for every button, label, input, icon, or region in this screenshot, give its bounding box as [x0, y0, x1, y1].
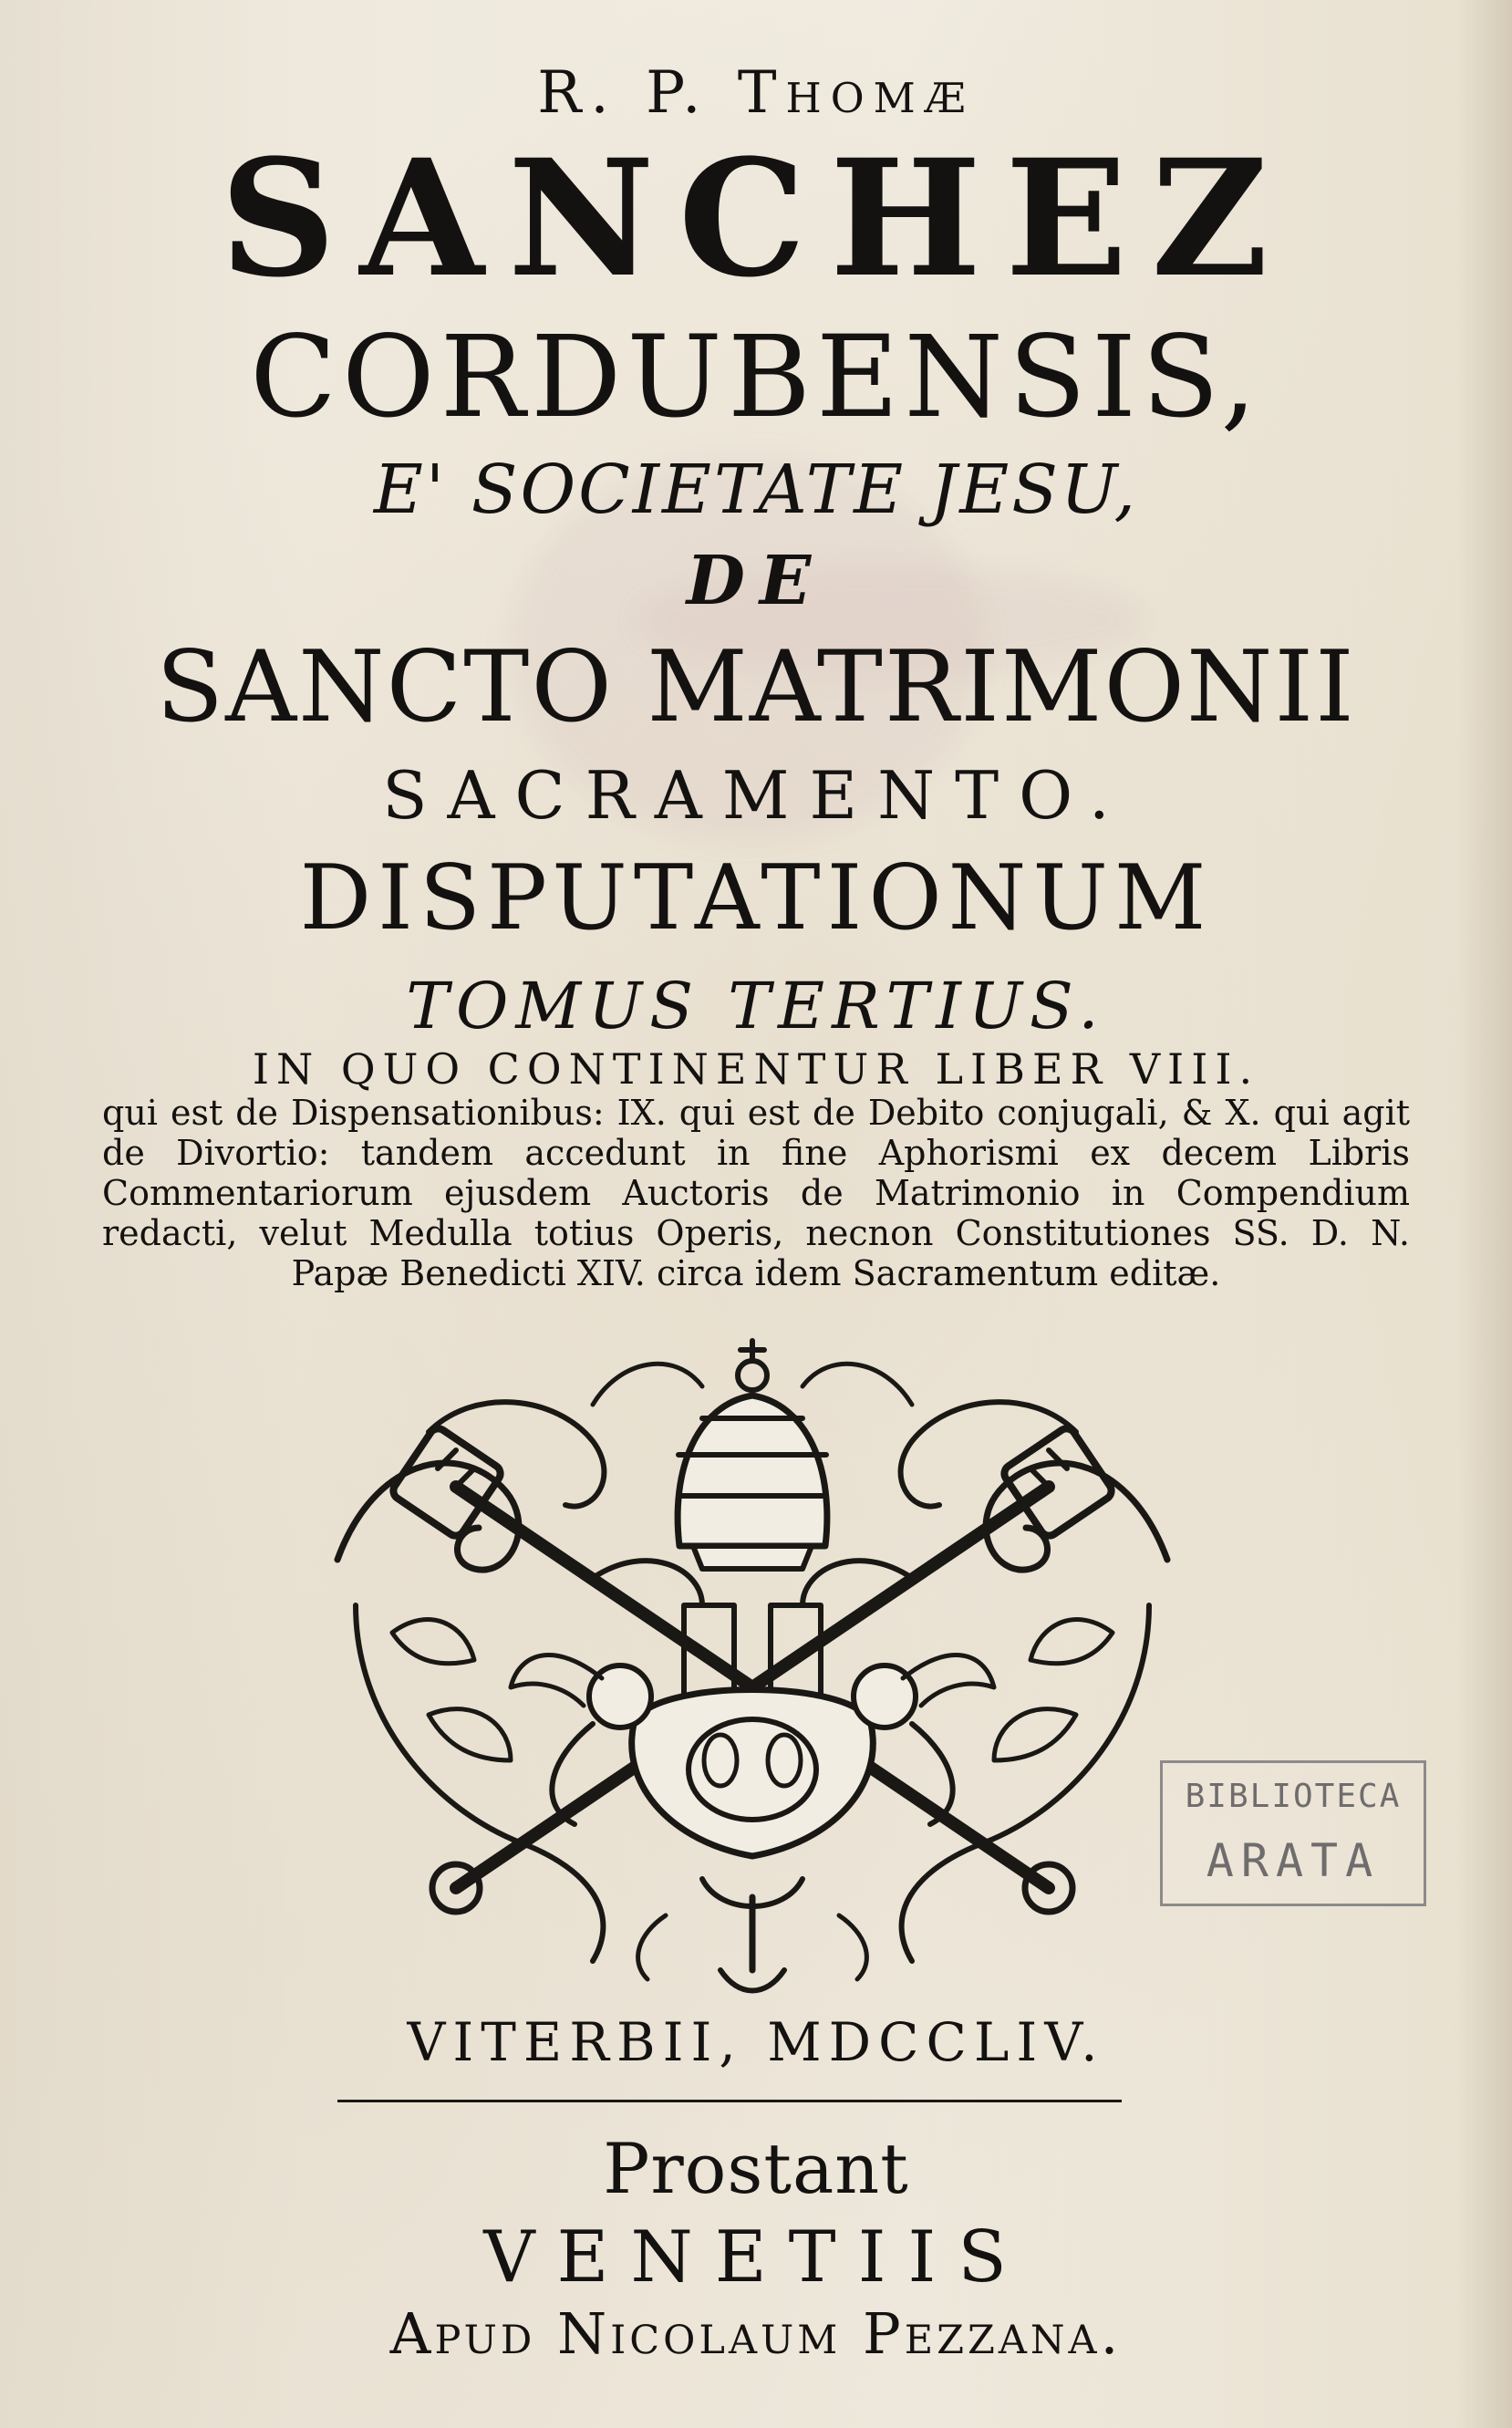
work-title-line-1: SANCTO MATRIMONII — [156, 630, 1356, 744]
stamp-line-2: ARATA — [1206, 1834, 1381, 1887]
imprint-place-date: VITERBII, MDCCLIV. — [407, 2011, 1105, 2073]
library-stamp — [1160, 1760, 1426, 1906]
title-preposition: DE — [686, 542, 826, 620]
author-origin: CORDUBENSIS, — [250, 312, 1262, 443]
author-prefix: R. P. Thomæ — [537, 59, 975, 127]
author-name: SANCHEZ — [220, 124, 1292, 313]
papal-arms-woodcut — [319, 1332, 1186, 2007]
stamp-line-1: BIBLIOTECA — [1185, 1778, 1402, 1815]
work-title-line-2: SACRAMENTO. — [382, 757, 1130, 834]
contents-heading: IN QUO CONTINENTUR LIBER VIII. — [252, 1044, 1260, 1094]
work-title-line-3: DISPUTATIONUM — [299, 846, 1213, 950]
publisher-label: Apud Nicolaum Pezzana. — [389, 2300, 1123, 2367]
city-label: VENETIIS — [483, 2216, 1029, 2298]
contents-body: qui est de Dispensationibus: IX. qui est de Debito conjugali, & X. qui agit de Divortio: tandem accedunt in fine Aphorismi ex decem Libris Commentariorum ejusdem Auctoris de Matrimonio in Compendium redacti, velut Medulla totius Operis, necnon Constitutiones SS. D. N. Papæ Benedicti XIV. circa idem Sacramentum editæ. — [102, 1093, 1410, 1293]
prostant-label: Prostant — [603, 2128, 909, 2209]
divider-rule — [337, 2100, 1122, 2102]
contents-paragraph — [102, 1044, 1410, 1293]
volume-label: TOMUS TERTIUS. — [406, 969, 1106, 1043]
religious-order: E' SOCIETATE JESU, — [373, 451, 1139, 529]
